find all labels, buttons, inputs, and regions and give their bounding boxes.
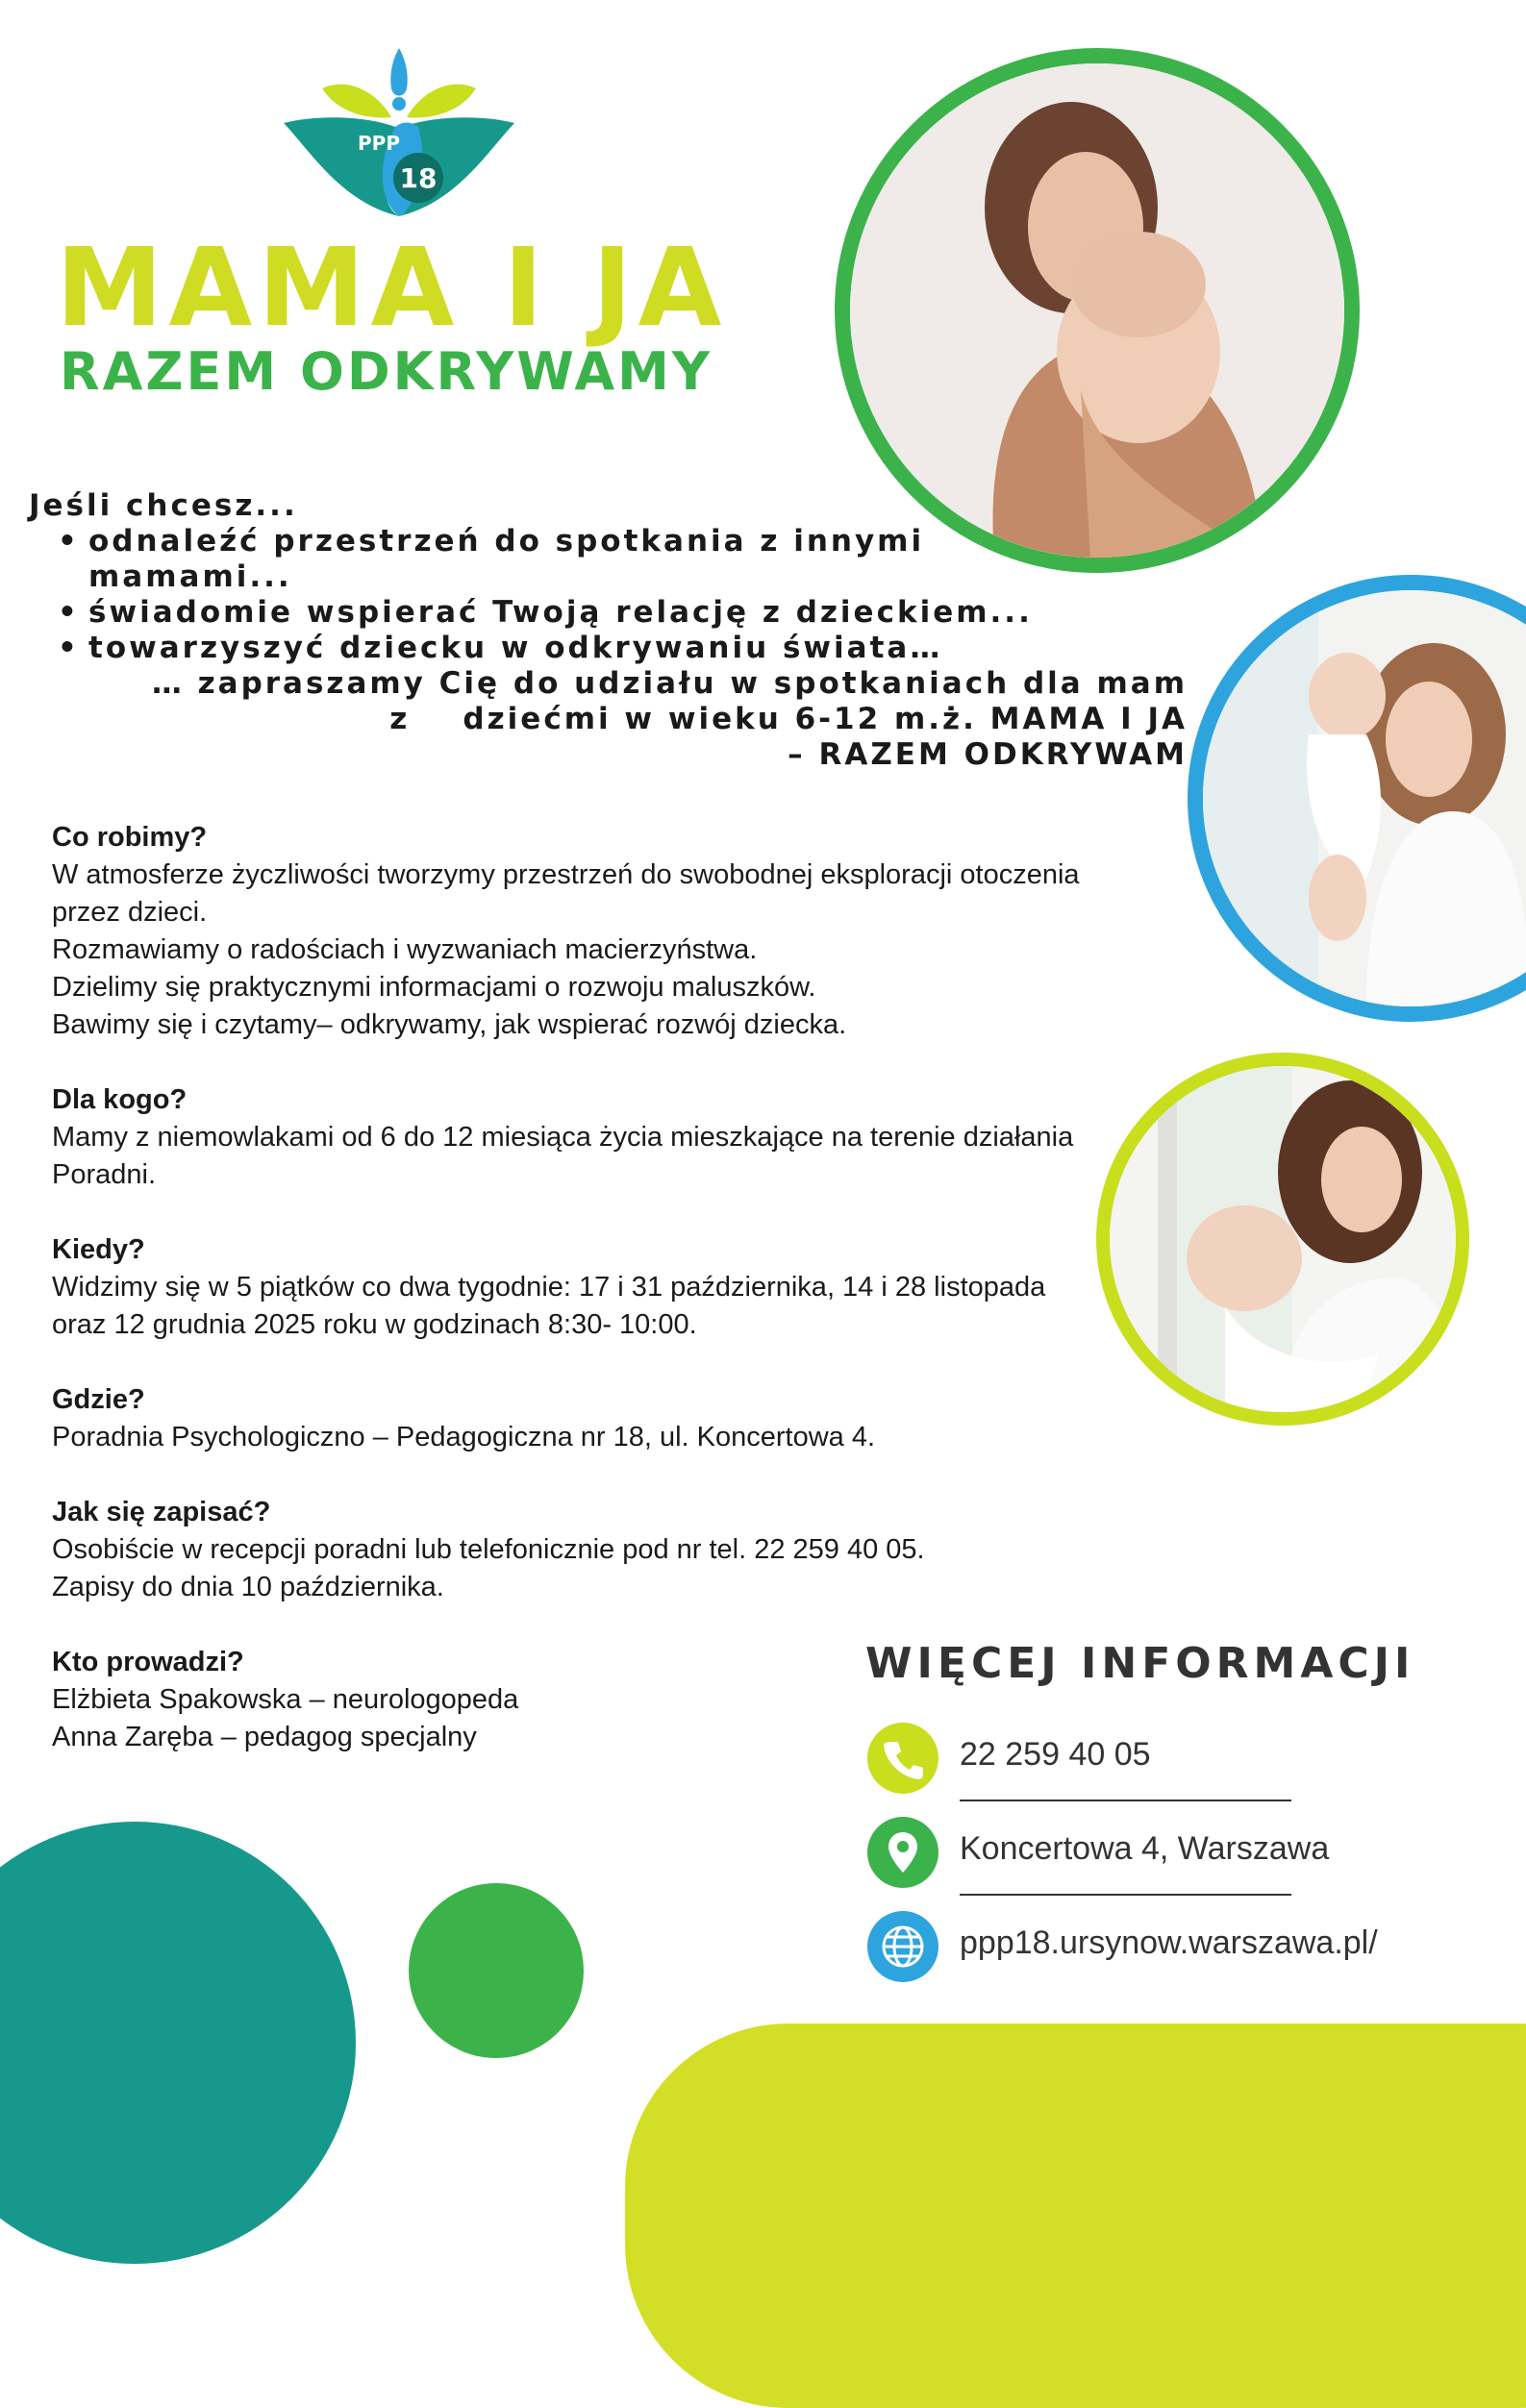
section-heading: Dla kogo? [52, 1084, 188, 1115]
intro-lead: Jeśli chcesz... [29, 488, 298, 523]
section-line: W atmosferze życzliwości tworzymy przestrzeń do swobodnej eksploracji otoczenia przez dzieci. [52, 859, 1080, 928]
intro-block [29, 488, 1188, 773]
mother-lifting-baby-photo [1188, 575, 1526, 1022]
section-what [52, 819, 1129, 1044]
logo-text-ppp: PPP [358, 132, 400, 155]
divider [960, 1894, 1291, 1896]
divider [960, 1800, 1291, 1801]
title-main: MAMA I JA [56, 226, 728, 351]
contact-address-row [865, 1817, 1423, 1911]
contact-title: WIĘCEJ INFORMACJI [865, 1639, 1415, 1688]
invite-line: – RAZEM ODKRYWAM [788, 737, 1188, 772]
phone-icon [867, 1723, 938, 1794]
intro-bullet-item [29, 524, 954, 595]
decorative-green-circle [409, 1883, 584, 2058]
section-heading: Co robimy? [52, 822, 208, 853]
section-heading: Kiedy? [52, 1234, 145, 1265]
intro-bullet-list [29, 524, 1183, 666]
location-pin-icon [867, 1817, 938, 1888]
globe-icon [867, 1911, 938, 1982]
contact-website-link[interactable]: ppp18.ursynow.warszawa.pl/ [960, 1924, 1378, 1961]
section-line: Rozmawiamy o radościach i wyzwaniach macierzyństwa. [52, 934, 758, 965]
contact-block [865, 1639, 1423, 2005]
section-heading: Gdzie? [52, 1384, 145, 1415]
section-line: Bawimy się i czytamy– odkrywamy, jak wspierać rozwój dziecka. [52, 1009, 847, 1040]
section-line: Mamy z niemowlakami od 6 do 12 miesiąca życia mieszkające na terenie działania Poradni. [52, 1122, 1074, 1190]
title-sub: RAZEM ODKRYWAMY [60, 341, 713, 402]
contact-website-row [865, 1911, 1423, 2005]
intro-bullet-text: świadomie wspierać Twoją relację z dzieckiem... [88, 595, 1033, 630]
contact-address-text: Koncertowa 4, Warszawa [960, 1830, 1330, 1867]
decorative-lime-shape [625, 2023, 1526, 2408]
contact-phone-row [865, 1723, 1423, 1817]
section-line: Anna Zaręba – pedagog specjalny [52, 1722, 477, 1752]
logo-text-18: 18 [399, 162, 438, 194]
section-line: Dzielimy się praktycznymi informacjami o rozwoju maluszków. [52, 972, 816, 1003]
section-heading: Jak się zapisać? [52, 1497, 271, 1527]
bullet-dot-icon: • [58, 595, 80, 630]
contact-phone-link[interactable]: 22 259 40 05 [960, 1736, 1151, 1773]
bullet-dot-icon: • [58, 631, 80, 665]
decorative-teal-circle [0, 1822, 356, 2264]
section-line: Zapisy do dnia 10 października. [52, 1572, 444, 1602]
intro-bullet-item [29, 595, 1183, 631]
intro-bullet-text: odnaleźć przestrzeń do spotkania z innymi mamami... [88, 524, 925, 594]
section-heading: Kto prowadzi? [52, 1647, 244, 1677]
section-line: Elżbieta Spakowska – neurologopeda [52, 1684, 519, 1715]
section-signup [52, 1494, 1167, 1606]
section-for-whom [52, 1081, 1110, 1194]
intro-bullet-item [29, 631, 1183, 666]
section-where [52, 1381, 1167, 1456]
section-when [52, 1231, 1090, 1344]
section-line: Osobiście w recepcji poradni lub telefonicznie pod nr tel. 22 259 40 05. [52, 1534, 925, 1565]
section-line: Widzimy się w 5 piątków co dwa tygodnie: 17 i 31 października, 14 i 28 listopada oraz 12 grudnia 2025 roku w godzinach 8:30- 10:00. [52, 1272, 1046, 1340]
intro-bullet-text: towarzyszyć dziecku w odkrywaniu świata… [88, 631, 943, 665]
invite-line: z dziećmi w wieku 6-12 m.ż. MAMA I JA [389, 702, 1188, 736]
invite-line: … zapraszamy Cię do udziału w spotkaniach dla mam [151, 666, 1188, 701]
ppp18-logo [284, 48, 514, 221]
bullet-dot-icon: • [58, 524, 80, 559]
section-line: Poradnia Psychologiczno – Pedagogiczna nr 18, ul. Koncertowa 4. [52, 1422, 876, 1452]
